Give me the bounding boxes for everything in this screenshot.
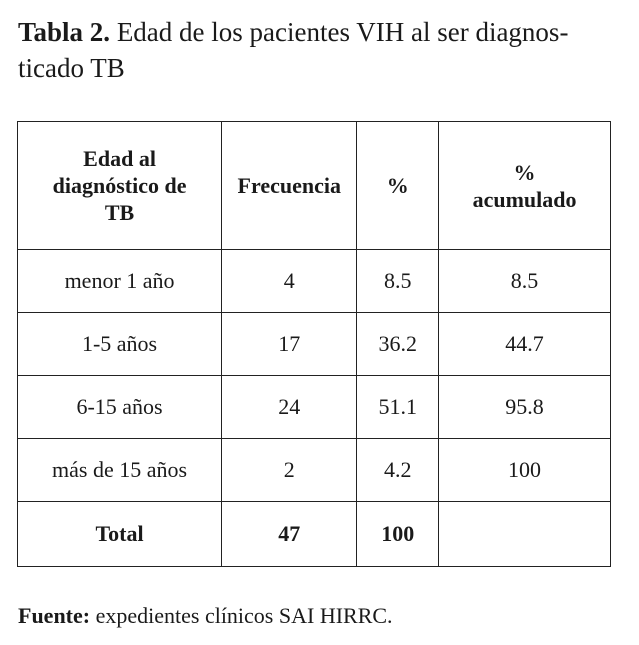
cell-cumulative: 8.5 <box>439 250 611 313</box>
source-label: Fuente: <box>18 603 91 628</box>
cell-age: 1-5 años <box>18 313 222 376</box>
cell-age: más de 15 años <box>18 439 222 502</box>
source-note <box>18 603 393 629</box>
cell-cumulative: 44.7 <box>439 313 611 376</box>
cell-age: menor 1 año <box>18 250 222 313</box>
cell-percent: 4.2 <box>357 439 439 502</box>
caption-text-line1: Edad de los pacientes VIH al ser diagnos- <box>110 17 569 47</box>
caption-label: Tabla 2. <box>18 17 111 47</box>
cell-cumulative: 100 <box>439 439 611 502</box>
cell-percent: 36.2 <box>357 313 439 376</box>
table-caption <box>18 14 618 86</box>
source-text: expedientes clínicos SAI HIRRC. <box>90 603 393 628</box>
cell-percent: 8.5 <box>357 250 439 313</box>
cell-frequency: 2 <box>222 439 357 502</box>
table-total-row <box>18 502 611 567</box>
table-row <box>18 250 611 313</box>
cell-percent: 51.1 <box>357 376 439 439</box>
cell-cumulative: 95.8 <box>439 376 611 439</box>
header-frequency: Frecuencia <box>222 122 357 250</box>
cell-frequency: 24 <box>222 376 357 439</box>
cell-total-frequency: 47 <box>222 502 357 567</box>
caption-text-line2: ticado TB <box>18 53 125 83</box>
cell-frequency: 17 <box>222 313 357 376</box>
cell-total-label: Total <box>18 502 222 567</box>
table-header-row <box>18 122 611 250</box>
cell-age: 6-15 años <box>18 376 222 439</box>
table-row <box>18 313 611 376</box>
cell-total-percent: 100 <box>357 502 439 567</box>
header-cumulative: % acumulado <box>439 122 611 250</box>
age-diagnosis-table <box>17 121 611 567</box>
cell-frequency: 4 <box>222 250 357 313</box>
table-row <box>18 439 611 502</box>
table-row <box>18 376 611 439</box>
header-percent: % <box>357 122 439 250</box>
cell-total-cumulative <box>439 502 611 567</box>
header-age: Edad al diagnóstico de TB <box>18 122 222 250</box>
